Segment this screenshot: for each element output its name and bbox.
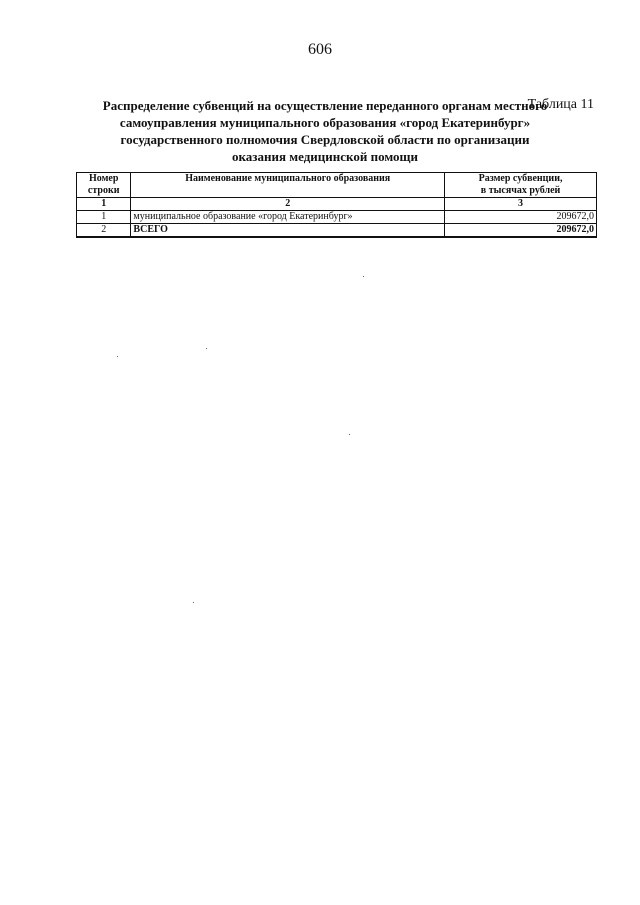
- title-line-2: самоуправления муниципального образования «город Екатеринбург»: [119, 115, 531, 130]
- scan-speck: [117, 356, 118, 357]
- table-row: [77, 211, 597, 224]
- municipality-name: муниципальное образование «город Екатеринбург»: [131, 211, 445, 224]
- page-number: 606: [308, 41, 332, 58]
- column-index-2: 2: [131, 198, 445, 211]
- title-line-4: оказания медицинской помощи: [232, 149, 418, 164]
- column-index-3: 3: [445, 198, 597, 211]
- column-index-1: 1: [77, 198, 131, 211]
- header-subvention-amount: [445, 173, 597, 198]
- title-line-1: Распределение субвенций на осуществление переданного органам местного: [102, 98, 548, 113]
- table-header-row: [77, 173, 597, 198]
- subvention-amount: 209672,0: [445, 211, 597, 224]
- subvention-table: [76, 172, 597, 238]
- row-number: 2: [77, 224, 131, 238]
- scan-speck: [349, 434, 350, 435]
- table-row-total: [77, 224, 597, 238]
- total-label: ВСЕГО: [131, 224, 445, 238]
- row-number: 1: [77, 211, 131, 224]
- scan-speck: [363, 276, 364, 277]
- header-municipality-name: Наименование муниципального образования: [131, 173, 445, 198]
- header-row-number-line1: Номер: [89, 173, 119, 184]
- scan-speck: [193, 602, 194, 603]
- header-amount-line2: в тысячах рублей: [480, 185, 561, 196]
- column-index-row: [77, 198, 597, 211]
- header-amount-line1: Размер субвенции,: [478, 173, 563, 184]
- scan-speck: [206, 348, 207, 349]
- header-row-number-line2: строки: [87, 185, 120, 196]
- title-line-3: государственного полномочия Свердловской области по организации: [120, 132, 530, 147]
- header-row-number: [77, 173, 131, 198]
- document-title-block: [60, 97, 590, 165]
- table-label: Таблица 11: [527, 97, 594, 112]
- total-amount: 209672,0: [445, 224, 597, 238]
